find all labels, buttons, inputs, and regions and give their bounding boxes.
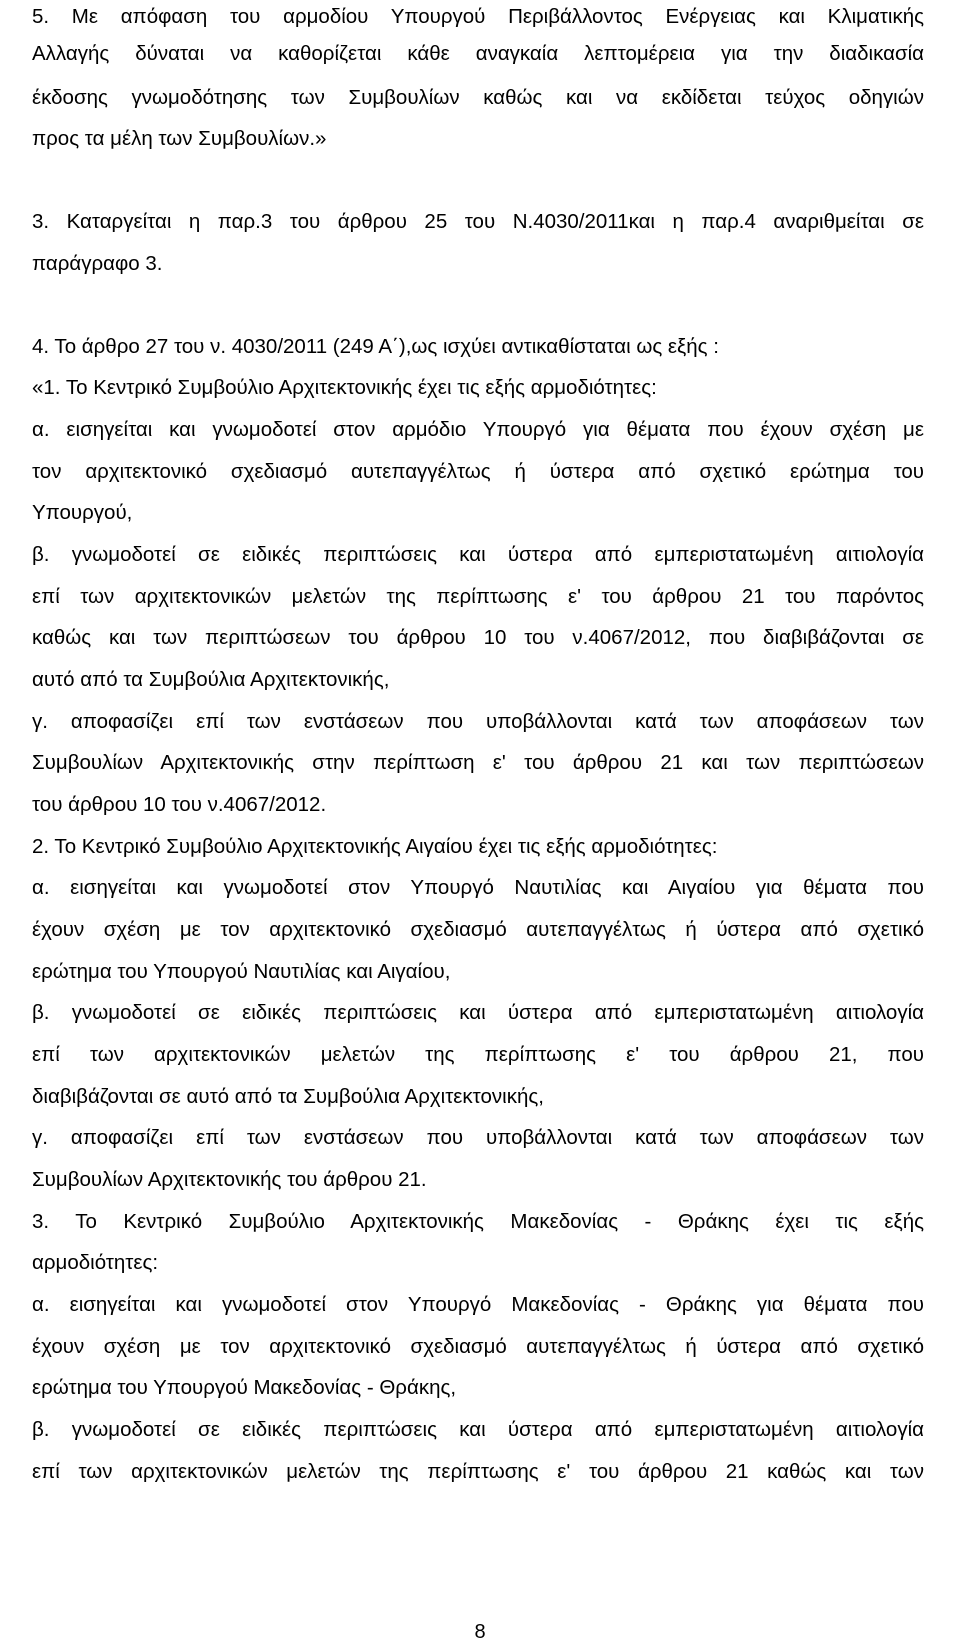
text-line: β. γνωμοδοτεί σε ειδικές περιπτώσεις και ύστερα από εμπεριστατωμένη αιτιολογία [32, 543, 924, 566]
text-line: ερώτημα του Υπουργού Μακεδονίας - Θράκης, [32, 1376, 457, 1399]
text-line: Συμβουλίων Αρχιτεκτονικής του άρθρου 21. [32, 1168, 427, 1191]
text-line: προς τα μέλη των Συμβουλίων.» [32, 127, 327, 150]
text-line: 3. Καταργείται η παρ.3 του άρθρου 25 του Ν.4030/2011και η παρ.4 αναριθμείται σε [32, 210, 924, 233]
text-line: επί των αρχιτεκτονικών μελετών της περίπτωσης ε' του άρθρου 21 καθώς και των [32, 1460, 924, 1483]
text-line: έχουν σχέση με τον αρχιτεκτονικό σχεδιασμό αυτεπαγγέλτως ή ύστερα από σχετικό [32, 918, 924, 941]
text-line: 3. Το Κεντρικό Συμβούλιο Αρχιτεκτονικής Μακεδονίας - Θράκης έχει τις εξής [32, 1210, 924, 1233]
text-line: 4. Το άρθρο 27 του ν. 4030/2011 (249 Α΄),ως ισχύει αντικαθίσταται ως εξής : [32, 335, 719, 358]
text-line: γ. αποφασίζει επί των ενστάσεων που υποβάλλονται κατά των αποφάσεων των [32, 710, 924, 733]
text-line: αυτό από τα Συμβούλια Αρχιτεκτονικής, [32, 668, 390, 691]
text-line: α. εισηγείται και γνωμοδοτεί στον Υπουργό Ναυτιλίας και Αιγαίου για θέματα που [32, 876, 924, 899]
text-line: του άρθρου 10 του ν.4067/2012. [32, 793, 327, 816]
text-line: τον αρχιτεκτονικό σχεδιασμό αυτεπαγγέλτως ή ύστερα από σχετικό ερώτημα του [32, 460, 924, 483]
text-line: ερώτημα του Υπουργού Ναυτιλίας και Αιγαίου, [32, 960, 451, 983]
text-line: Αλλαγής δύναται να καθορίζεται κάθε αναγκαία λεπτομέρεια για την διαδικασία [32, 42, 924, 65]
text-line: επί των αρχιτεκτονικών μελετών της περίπτωσης ε' του άρθρου 21 του παρόντος [32, 585, 924, 608]
text-line: Υπουργού, [32, 501, 133, 524]
text-line: α. εισηγείται και γνωμοδοτεί στον αρμόδιο Υπουργό για θέματα που έχουν σχέση με [32, 418, 924, 441]
page-number: 8 [474, 1621, 486, 1643]
text-line: β. γνωμοδοτεί σε ειδικές περιπτώσεις και ύστερα από εμπεριστατωμένη αιτιολογία [32, 1418, 924, 1441]
text-line: επί των αρχιτεκτονικών μελετών της περίπτωσης ε' του άρθρου 21, που [32, 1043, 924, 1066]
text-line: έκδοσης γνωμοδότησης των Συμβουλίων καθώς και να εκδίδεται τεύχος οδηγιών [32, 86, 924, 109]
text-line: 2. Το Κεντρικό Συμβούλιο Αρχιτεκτονικής Αιγαίου έχει τις εξής αρμοδιότητες: [32, 835, 718, 858]
text-line: γ. αποφασίζει επί των ενστάσεων που υποβάλλονται κατά των αποφάσεων των [32, 1126, 924, 1149]
text-line: 5. Με απόφαση του αρμοδίου Υπουργού Περιβάλλοντος Ενέργειας και Κλιματικής [32, 5, 924, 28]
text-line: α. εισηγείται και γνωμοδοτεί στον Υπουργό Μακεδονίας - Θράκης για θέματα που [32, 1293, 924, 1316]
text-line: β. γνωμοδοτεί σε ειδικές περιπτώσεις και ύστερα από εμπεριστατωμένη αιτιολογία [32, 1001, 924, 1024]
text-line: Συμβουλίων Αρχιτεκτονικής στην περίπτωση ε' του άρθρου 21 και των περιπτώσεων [32, 751, 924, 774]
text-line: διαβιβάζονται σε αυτό από τα Συμβούλια Αρχιτεκτονικής, [32, 1085, 544, 1108]
text-line: έχουν σχέση με τον αρχιτεκτονικό σχεδιασμό αυτεπαγγέλτως ή ύστερα από σχετικό [32, 1335, 924, 1358]
text-line: παράγραφο 3. [32, 252, 163, 275]
text-line: καθώς και των περιπτώσεων του άρθρου 10 του ν.4067/2012, που διαβιβάζονται σε [32, 626, 924, 649]
text-line: αρμοδιότητες: [32, 1251, 159, 1274]
text-line: «1. Το Κεντρικό Συμβούλιο Αρχιτεκτονικής έχει τις εξής αρμοδιότητες: [32, 376, 657, 399]
